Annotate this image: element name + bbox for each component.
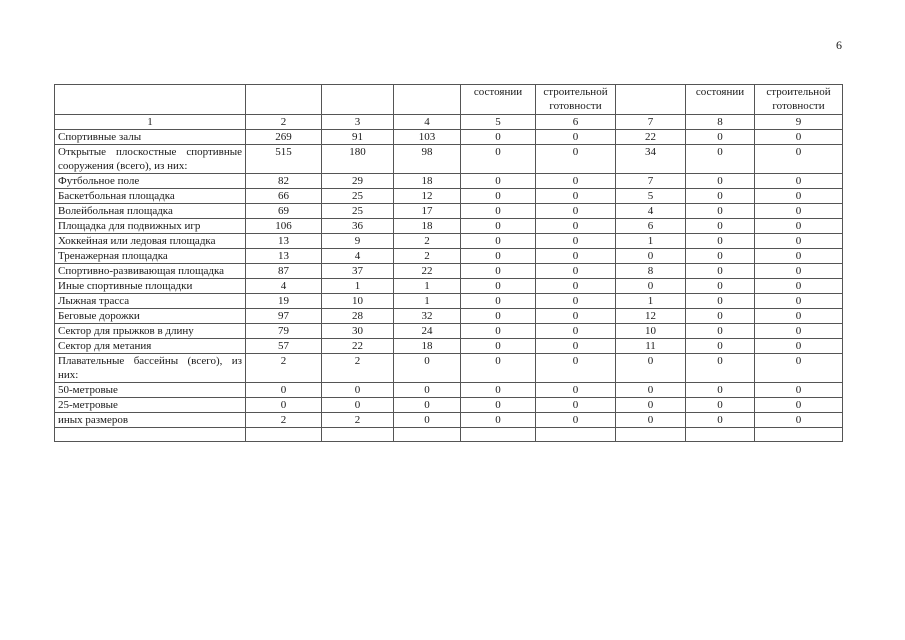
- value-cell: 9: [322, 234, 394, 249]
- value-cell: 0: [755, 174, 843, 189]
- value-cell: 1: [394, 294, 461, 309]
- header-cell: [394, 85, 461, 115]
- value-cell: 13: [246, 234, 322, 249]
- empty-cell: [322, 428, 394, 442]
- table-row: [55, 294, 843, 309]
- header-cell: [616, 85, 686, 115]
- value-cell: 10: [616, 324, 686, 339]
- facility-name: Спортивно-развивающая площадка: [55, 264, 246, 279]
- value-cell: 0: [461, 234, 536, 249]
- value-cell: 19: [246, 294, 322, 309]
- value-cell: 0: [686, 339, 755, 354]
- column-number: 4: [394, 115, 461, 130]
- value-cell: 0: [461, 279, 536, 294]
- value-cell: 0: [536, 189, 616, 204]
- empty-cell: [686, 428, 755, 442]
- sports-facilities-table: [54, 84, 843, 442]
- value-cell: 0: [536, 249, 616, 264]
- value-cell: 0: [461, 189, 536, 204]
- value-cell: 2: [246, 354, 322, 383]
- value-cell: 18: [394, 219, 461, 234]
- value-cell: 0: [686, 413, 755, 428]
- value-cell: 18: [394, 174, 461, 189]
- value-cell: 0: [686, 324, 755, 339]
- value-cell: 0: [686, 264, 755, 279]
- value-cell: 106: [246, 219, 322, 234]
- value-cell: 91: [322, 130, 394, 145]
- value-cell: 4: [322, 249, 394, 264]
- table-row: [55, 324, 843, 339]
- value-cell: 12: [616, 309, 686, 324]
- empty-cell: [536, 428, 616, 442]
- value-cell: 0: [394, 398, 461, 413]
- table-row: [55, 130, 843, 145]
- value-cell: 103: [394, 130, 461, 145]
- value-cell: 0: [686, 309, 755, 324]
- header-row-numbers: [55, 115, 843, 130]
- value-cell: 0: [755, 309, 843, 324]
- value-cell: 6: [616, 219, 686, 234]
- page-number: 6: [836, 38, 842, 52]
- facility-name: 25-метровые: [55, 398, 246, 413]
- table-row: [55, 174, 843, 189]
- value-cell: 0: [686, 294, 755, 309]
- table-row: [55, 219, 843, 234]
- value-cell: 25: [322, 189, 394, 204]
- value-cell: 7: [616, 174, 686, 189]
- value-cell: 22: [394, 264, 461, 279]
- column-number: 7: [616, 115, 686, 130]
- column-number: 8: [686, 115, 755, 130]
- value-cell: 22: [616, 130, 686, 145]
- empty-row: [55, 428, 843, 442]
- value-cell: 97: [246, 309, 322, 324]
- header-cell: [322, 85, 394, 115]
- column-number: 6: [536, 115, 616, 130]
- value-cell: 2: [394, 234, 461, 249]
- value-cell: 0: [686, 130, 755, 145]
- value-cell: 0: [686, 145, 755, 174]
- value-cell: 0: [461, 130, 536, 145]
- value-cell: 0: [755, 279, 843, 294]
- facility-name: Футбольное поле: [55, 174, 246, 189]
- table-row: [55, 413, 843, 428]
- value-cell: 0: [536, 383, 616, 398]
- value-cell: 0: [755, 354, 843, 383]
- value-cell: 0: [536, 130, 616, 145]
- value-cell: 269: [246, 130, 322, 145]
- value-cell: 0: [536, 204, 616, 219]
- value-cell: 0: [686, 383, 755, 398]
- value-cell: 0: [616, 249, 686, 264]
- value-cell: 0: [536, 264, 616, 279]
- value-cell: 0: [536, 324, 616, 339]
- header-cell: [246, 85, 322, 115]
- value-cell: 5: [616, 189, 686, 204]
- value-cell: 24: [394, 324, 461, 339]
- value-cell: 0: [686, 354, 755, 383]
- value-cell: 0: [616, 398, 686, 413]
- value-cell: 4: [246, 279, 322, 294]
- value-cell: 12: [394, 189, 461, 204]
- value-cell: 0: [461, 324, 536, 339]
- value-cell: 0: [322, 383, 394, 398]
- value-cell: 69: [246, 204, 322, 219]
- value-cell: 0: [755, 398, 843, 413]
- facility-name: Беговые дорожки: [55, 309, 246, 324]
- table-row: [55, 398, 843, 413]
- value-cell: 0: [394, 354, 461, 383]
- facility-name: Сектор для прыжков в длину: [55, 324, 246, 339]
- value-cell: 1: [616, 294, 686, 309]
- facility-name: Открытые плоскостные спортивные сооружения (всего), из них:: [55, 145, 246, 174]
- column-number: 2: [246, 115, 322, 130]
- value-cell: 0: [616, 354, 686, 383]
- value-cell: 0: [461, 309, 536, 324]
- value-cell: 0: [322, 398, 394, 413]
- table-row: [55, 383, 843, 398]
- value-cell: 0: [755, 130, 843, 145]
- value-cell: 34: [616, 145, 686, 174]
- table-row: [55, 204, 843, 219]
- empty-cell: [461, 428, 536, 442]
- value-cell: 0: [536, 279, 616, 294]
- table-row: [55, 189, 843, 204]
- table-row: [55, 339, 843, 354]
- value-cell: 66: [246, 189, 322, 204]
- facility-name: Иные спортивные площадки: [55, 279, 246, 294]
- value-cell: 0: [755, 339, 843, 354]
- value-cell: 25: [322, 204, 394, 219]
- value-cell: 2: [246, 413, 322, 428]
- empty-cell: [755, 428, 843, 442]
- table-row: [55, 354, 843, 383]
- value-cell: 515: [246, 145, 322, 174]
- value-cell: 1: [616, 234, 686, 249]
- value-cell: 1: [322, 279, 394, 294]
- value-cell: 0: [755, 204, 843, 219]
- value-cell: 37: [322, 264, 394, 279]
- value-cell: 0: [246, 383, 322, 398]
- value-cell: 0: [755, 413, 843, 428]
- empty-cell: [55, 428, 246, 442]
- value-cell: 8: [616, 264, 686, 279]
- value-cell: 29: [322, 174, 394, 189]
- value-cell: 0: [461, 294, 536, 309]
- empty-cell: [246, 428, 322, 442]
- value-cell: 0: [536, 219, 616, 234]
- column-number: 1: [55, 115, 246, 130]
- value-cell: 0: [536, 174, 616, 189]
- value-cell: 0: [536, 234, 616, 249]
- value-cell: 0: [686, 279, 755, 294]
- value-cell: 0: [536, 339, 616, 354]
- column-number: 5: [461, 115, 536, 130]
- value-cell: 10: [322, 294, 394, 309]
- table-row: [55, 309, 843, 324]
- value-cell: 22: [322, 339, 394, 354]
- value-cell: 18: [394, 339, 461, 354]
- facility-name: Волейбольная площадка: [55, 204, 246, 219]
- value-cell: 0: [755, 189, 843, 204]
- value-cell: 0: [461, 264, 536, 279]
- value-cell: 79: [246, 324, 322, 339]
- column-number: 3: [322, 115, 394, 130]
- table-row: [55, 234, 843, 249]
- header-cell: состоянии: [686, 85, 755, 115]
- value-cell: 0: [755, 145, 843, 174]
- value-cell: 0: [755, 234, 843, 249]
- value-cell: 98: [394, 145, 461, 174]
- value-cell: 0: [686, 249, 755, 264]
- value-cell: 30: [322, 324, 394, 339]
- value-cell: 0: [536, 294, 616, 309]
- value-cell: 0: [536, 145, 616, 174]
- table-row: [55, 145, 843, 174]
- value-cell: 0: [536, 309, 616, 324]
- header-cell: строительной готовности: [536, 85, 616, 115]
- value-cell: 0: [536, 413, 616, 428]
- value-cell: 28: [322, 309, 394, 324]
- value-cell: 0: [461, 354, 536, 383]
- value-cell: 82: [246, 174, 322, 189]
- value-cell: 2: [322, 413, 394, 428]
- facility-name: Баскетбольная площадка: [55, 189, 246, 204]
- value-cell: 0: [686, 234, 755, 249]
- value-cell: 0: [686, 189, 755, 204]
- facility-name: Сектор для метания: [55, 339, 246, 354]
- facility-name: Площадка для подвижных игр: [55, 219, 246, 234]
- value-cell: 0: [394, 383, 461, 398]
- value-cell: 0: [616, 413, 686, 428]
- value-cell: 0: [461, 145, 536, 174]
- value-cell: 0: [461, 339, 536, 354]
- value-cell: 0: [461, 398, 536, 413]
- value-cell: 0: [461, 413, 536, 428]
- value-cell: 0: [461, 174, 536, 189]
- facility-name: 50-метровые: [55, 383, 246, 398]
- value-cell: 11: [616, 339, 686, 354]
- empty-cell: [616, 428, 686, 442]
- facility-name: иных размеров: [55, 413, 246, 428]
- value-cell: 0: [461, 204, 536, 219]
- value-cell: 180: [322, 145, 394, 174]
- header-cell: [55, 85, 246, 115]
- header-cell: строительной готовности: [755, 85, 843, 115]
- value-cell: 4: [616, 204, 686, 219]
- value-cell: 0: [755, 383, 843, 398]
- header-cell: состоянии: [461, 85, 536, 115]
- facility-name: Тренажерная площадка: [55, 249, 246, 264]
- value-cell: 0: [686, 398, 755, 413]
- value-cell: 0: [755, 294, 843, 309]
- value-cell: 0: [616, 383, 686, 398]
- value-cell: 13: [246, 249, 322, 264]
- value-cell: 0: [246, 398, 322, 413]
- column-number: 9: [755, 115, 843, 130]
- facility-name: Плавательные бассейны (всего), из них:: [55, 354, 246, 383]
- empty-cell: [394, 428, 461, 442]
- table-row: [55, 249, 843, 264]
- value-cell: 32: [394, 309, 461, 324]
- table-row: [55, 279, 843, 294]
- facility-name: Спортивные залы: [55, 130, 246, 145]
- value-cell: 0: [461, 249, 536, 264]
- value-cell: 57: [246, 339, 322, 354]
- value-cell: 0: [461, 383, 536, 398]
- value-cell: 0: [755, 324, 843, 339]
- value-cell: 0: [755, 249, 843, 264]
- table-row: [55, 264, 843, 279]
- value-cell: 0: [755, 219, 843, 234]
- value-cell: 0: [686, 219, 755, 234]
- header-row-labels: [55, 85, 843, 115]
- value-cell: 2: [322, 354, 394, 383]
- value-cell: 0: [461, 219, 536, 234]
- value-cell: 0: [755, 264, 843, 279]
- facility-name: Хоккейная или ледовая площадка: [55, 234, 246, 249]
- value-cell: 17: [394, 204, 461, 219]
- value-cell: 0: [536, 398, 616, 413]
- value-cell: 0: [686, 204, 755, 219]
- value-cell: 36: [322, 219, 394, 234]
- value-cell: 87: [246, 264, 322, 279]
- value-cell: 0: [616, 279, 686, 294]
- value-cell: 0: [536, 354, 616, 383]
- value-cell: 0: [686, 174, 755, 189]
- facility-name: Лыжная трасса: [55, 294, 246, 309]
- value-cell: 2: [394, 249, 461, 264]
- value-cell: 0: [394, 413, 461, 428]
- value-cell: 1: [394, 279, 461, 294]
